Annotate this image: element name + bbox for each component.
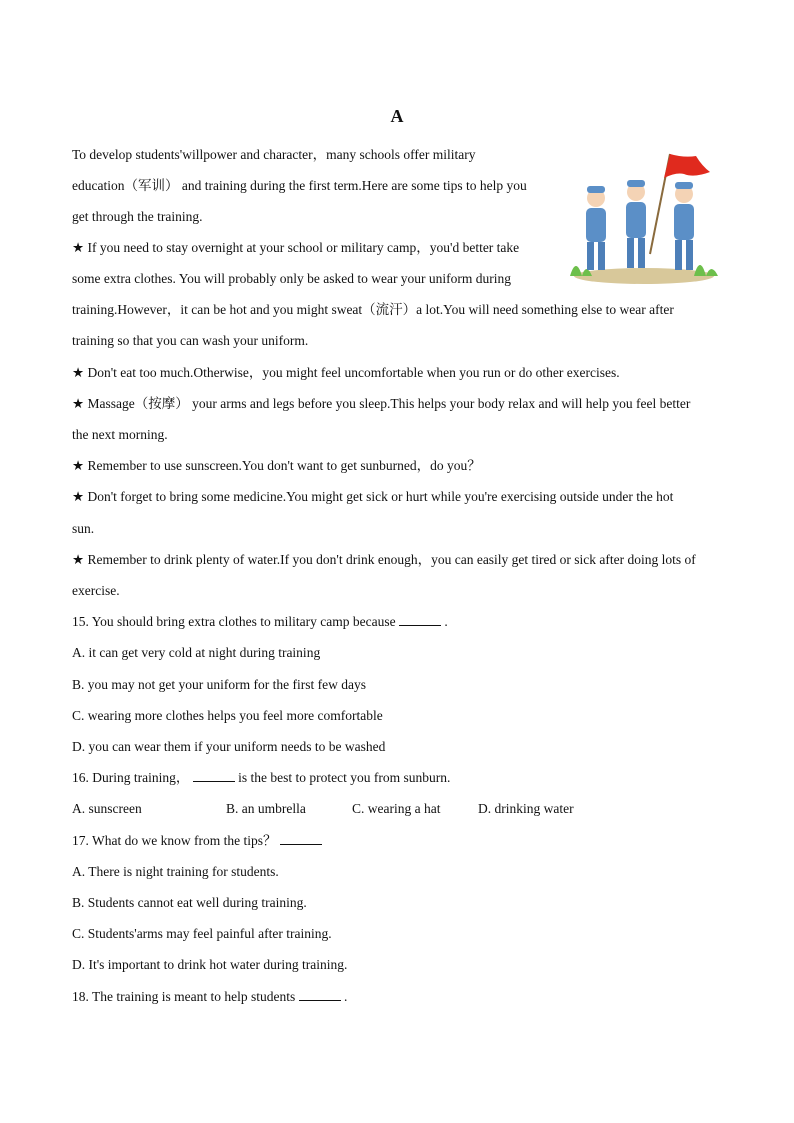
passage-line: ★ Remember to drink plenty of water.If you don't drink enough，you can easily get tired or sick after doing lots of [72,552,696,567]
answer-blank [299,988,341,1001]
answer-blank [193,769,235,782]
passage-line: education（军训） and training during the first term.Here are some tips to help you [72,178,527,193]
question-15-option-d: D. you can wear them if your uniform needs to be washed [72,739,386,754]
question-17-stem [72,832,322,850]
question-17-text: 17. What do we know from the tips？ [72,833,277,848]
passage-line: get through the training. [72,209,203,224]
answer-blank [399,613,441,626]
passage-line: the next morning. [72,427,168,442]
question-15-option-a: A. it can get very cold at night during training [72,645,321,660]
marching-students-illustration [566,146,722,286]
passage-line: ★ Remember to use sunscreen.You don't want to get sunburned，do you？ [72,458,481,473]
question-17-option-a: A. There is night training for students. [72,864,279,879]
passage-line: training so that you can wash your uniform. [72,333,309,348]
question-15-stem [72,613,448,631]
question-16-option-d: D. drinking water [478,801,574,816]
question-18-text: 18. The training is meant to help students [72,989,296,1004]
question-16-option-b: B. an umbrella [226,801,306,816]
question-16-stem [72,769,450,787]
question-18-end: . [343,989,348,1004]
question-15-option-c: C. wearing more clothes helps you feel more comfortable [72,708,383,723]
passage-line: sun. [72,521,95,536]
answer-blank [280,832,322,845]
passage-line: some extra clothes. You will probably only be asked to wear your uniform during [72,271,512,286]
question-17-option-d: D. It's important to drink hot water during training. [72,957,348,972]
passage-line: ★ Don't forget to bring some medicine.You might get sick or hurt while you're exercising outside under the hot [72,489,674,504]
question-18-stem [72,988,347,1006]
question-15-option-b: B. you may not get your uniform for the first few days [72,677,366,692]
passage-line: training.However，it can be hot and you might sweat（流汗）a lot.You will need something else to wear after [72,302,674,317]
question-16-text: 16. During training， [72,770,190,785]
question-17-option-b: B. Students cannot eat well during training. [72,895,307,910]
question-15-end: . [444,614,448,629]
question-16-option-c: C. wearing a hat [352,801,441,816]
question-16-options [72,800,574,818]
passage-line: exercise. [72,583,120,598]
passage-line: ★ Don't eat too much.Otherwise，you might feel uncomfortable when you run or do other exercises. [72,365,620,380]
question-17-option-c: C. Students'arms may feel painful after training. [72,926,332,941]
passage-line: To develop students'willpower and character，many schools offer military [72,147,476,162]
passage-line: ★ Massage（按摩） your arms and legs before you sleep.This helps your body relax and will help you feel better [72,396,691,411]
question-16-end: is the best to protect you from sunburn. [238,770,451,785]
section-heading: A [390,106,404,126]
question-16-option-a: A. sunscreen [72,801,142,816]
passage-line: ★ If you need to stay overnight at your school or military camp，you'd better take [72,240,520,255]
question-15-text: 15. You should bring extra clothes to military camp because [72,614,396,629]
